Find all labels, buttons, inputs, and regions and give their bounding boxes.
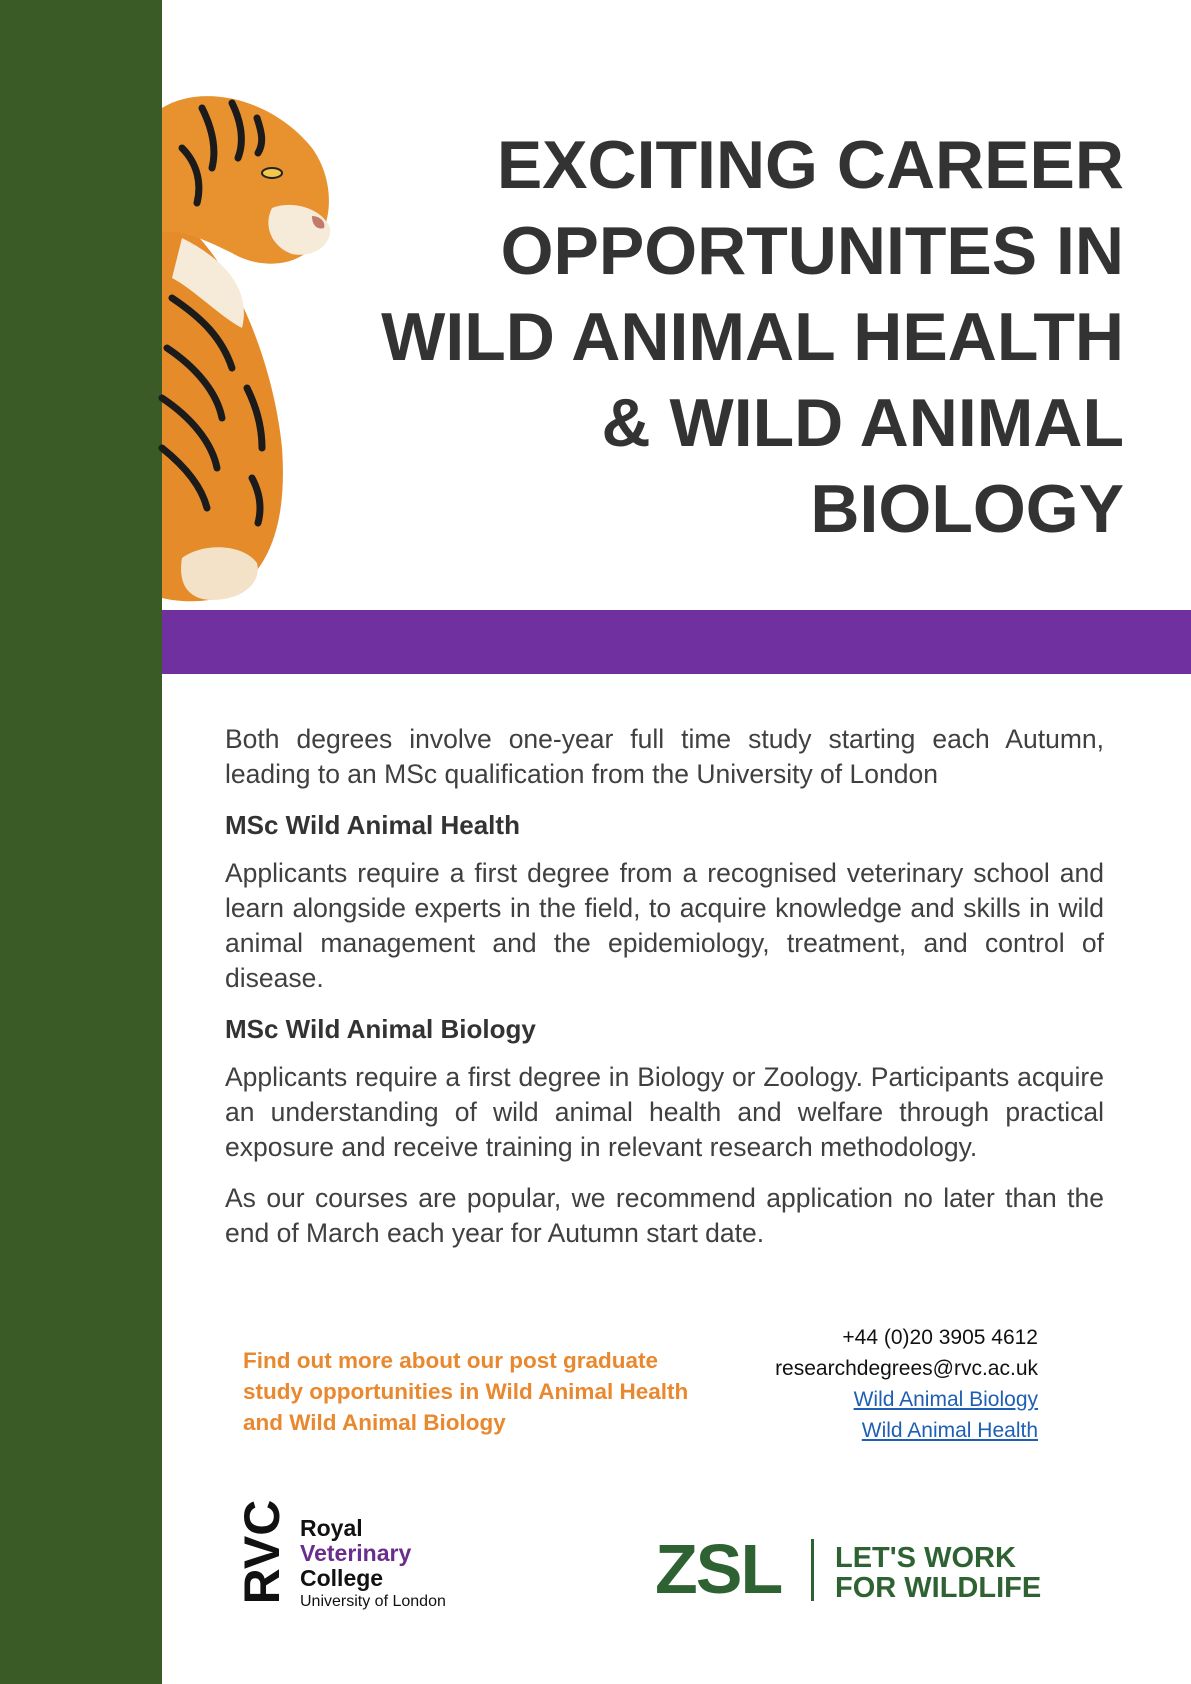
find-out-more-text: Find out more about our post graduate study opportunities in Wild Animal Health and Wild Animal Biology (243, 1348, 689, 1435)
zsl-wordmark: ZSL (655, 1530, 782, 1608)
wild-animal-health-link[interactable]: Wild Animal Health (861, 1419, 1038, 1442)
course-heading-biology: MSc Wild Animal Biology (225, 1014, 536, 1044)
course-body-health: Applicants require a first degree from a recognised veterinary school and learn alongside experts in the field, to acquire knowledge and skills in wild animal management and the epidemiology, treatment, and control of disease. (225, 858, 1104, 993)
wild-animal-biology-link[interactable]: Wild Animal Biology (853, 1388, 1038, 1411)
rvc-logo (234, 1488, 470, 1616)
email-address: researchdegrees@rvc.ac.uk (775, 1357, 1038, 1380)
phone-number: +44 (0)20 3905 4612 (842, 1326, 1038, 1349)
rvc-wordmark (300, 1516, 446, 1613)
course-heading-health: MSc Wild Animal Health (225, 810, 520, 840)
intro-paragraph: Both degrees involve one-year full time study starting each Autumn, leading to an MSc qualification from the University of London (225, 724, 1104, 789)
rvc-monogram-icon (234, 1488, 290, 1616)
course-body-biology: Applicants require a first degree in Biology or Zoology. Participants acquire an understanding of wild animal health and welfare through practical exposure and receive training in relevant research methodology. (225, 1062, 1104, 1162)
headline-line: BIOLOGY (810, 471, 1124, 547)
rvc-line-college: College (300, 1565, 384, 1591)
rvc-line-university: University of London (300, 1593, 446, 1610)
body-content (225, 722, 1104, 1267)
green-side-bar (0, 0, 162, 1684)
svg-text:RVC: RVC (234, 1499, 290, 1605)
zsl-divider (811, 1539, 814, 1601)
headline-line: WILD ANIMAL HEALTH (381, 299, 1124, 375)
zsl-logo (655, 1530, 1055, 1608)
deadline-paragraph: As our courses are popular, we recommend application no later than the end of March each year for Autumn start date. (225, 1183, 1104, 1248)
tiger-illustration (162, 88, 352, 608)
contact-block (700, 1322, 1038, 1446)
rvc-line-veterinary: Veterinary (300, 1540, 412, 1566)
headline (340, 122, 1124, 552)
zsl-tagline-line: FOR WILDLIFE (835, 1572, 1042, 1604)
zsl-tagline (835, 1543, 1041, 1603)
headline-line: OPPORTUNITES IN (500, 213, 1124, 289)
rvc-line-royal: Royal (300, 1515, 363, 1541)
headline-line: & WILD ANIMAL (601, 385, 1124, 461)
purple-divider-band (162, 610, 1191, 674)
zsl-tagline-line: LET'S WORK (835, 1542, 1016, 1574)
headline-line: EXCITING CAREER (496, 127, 1124, 203)
